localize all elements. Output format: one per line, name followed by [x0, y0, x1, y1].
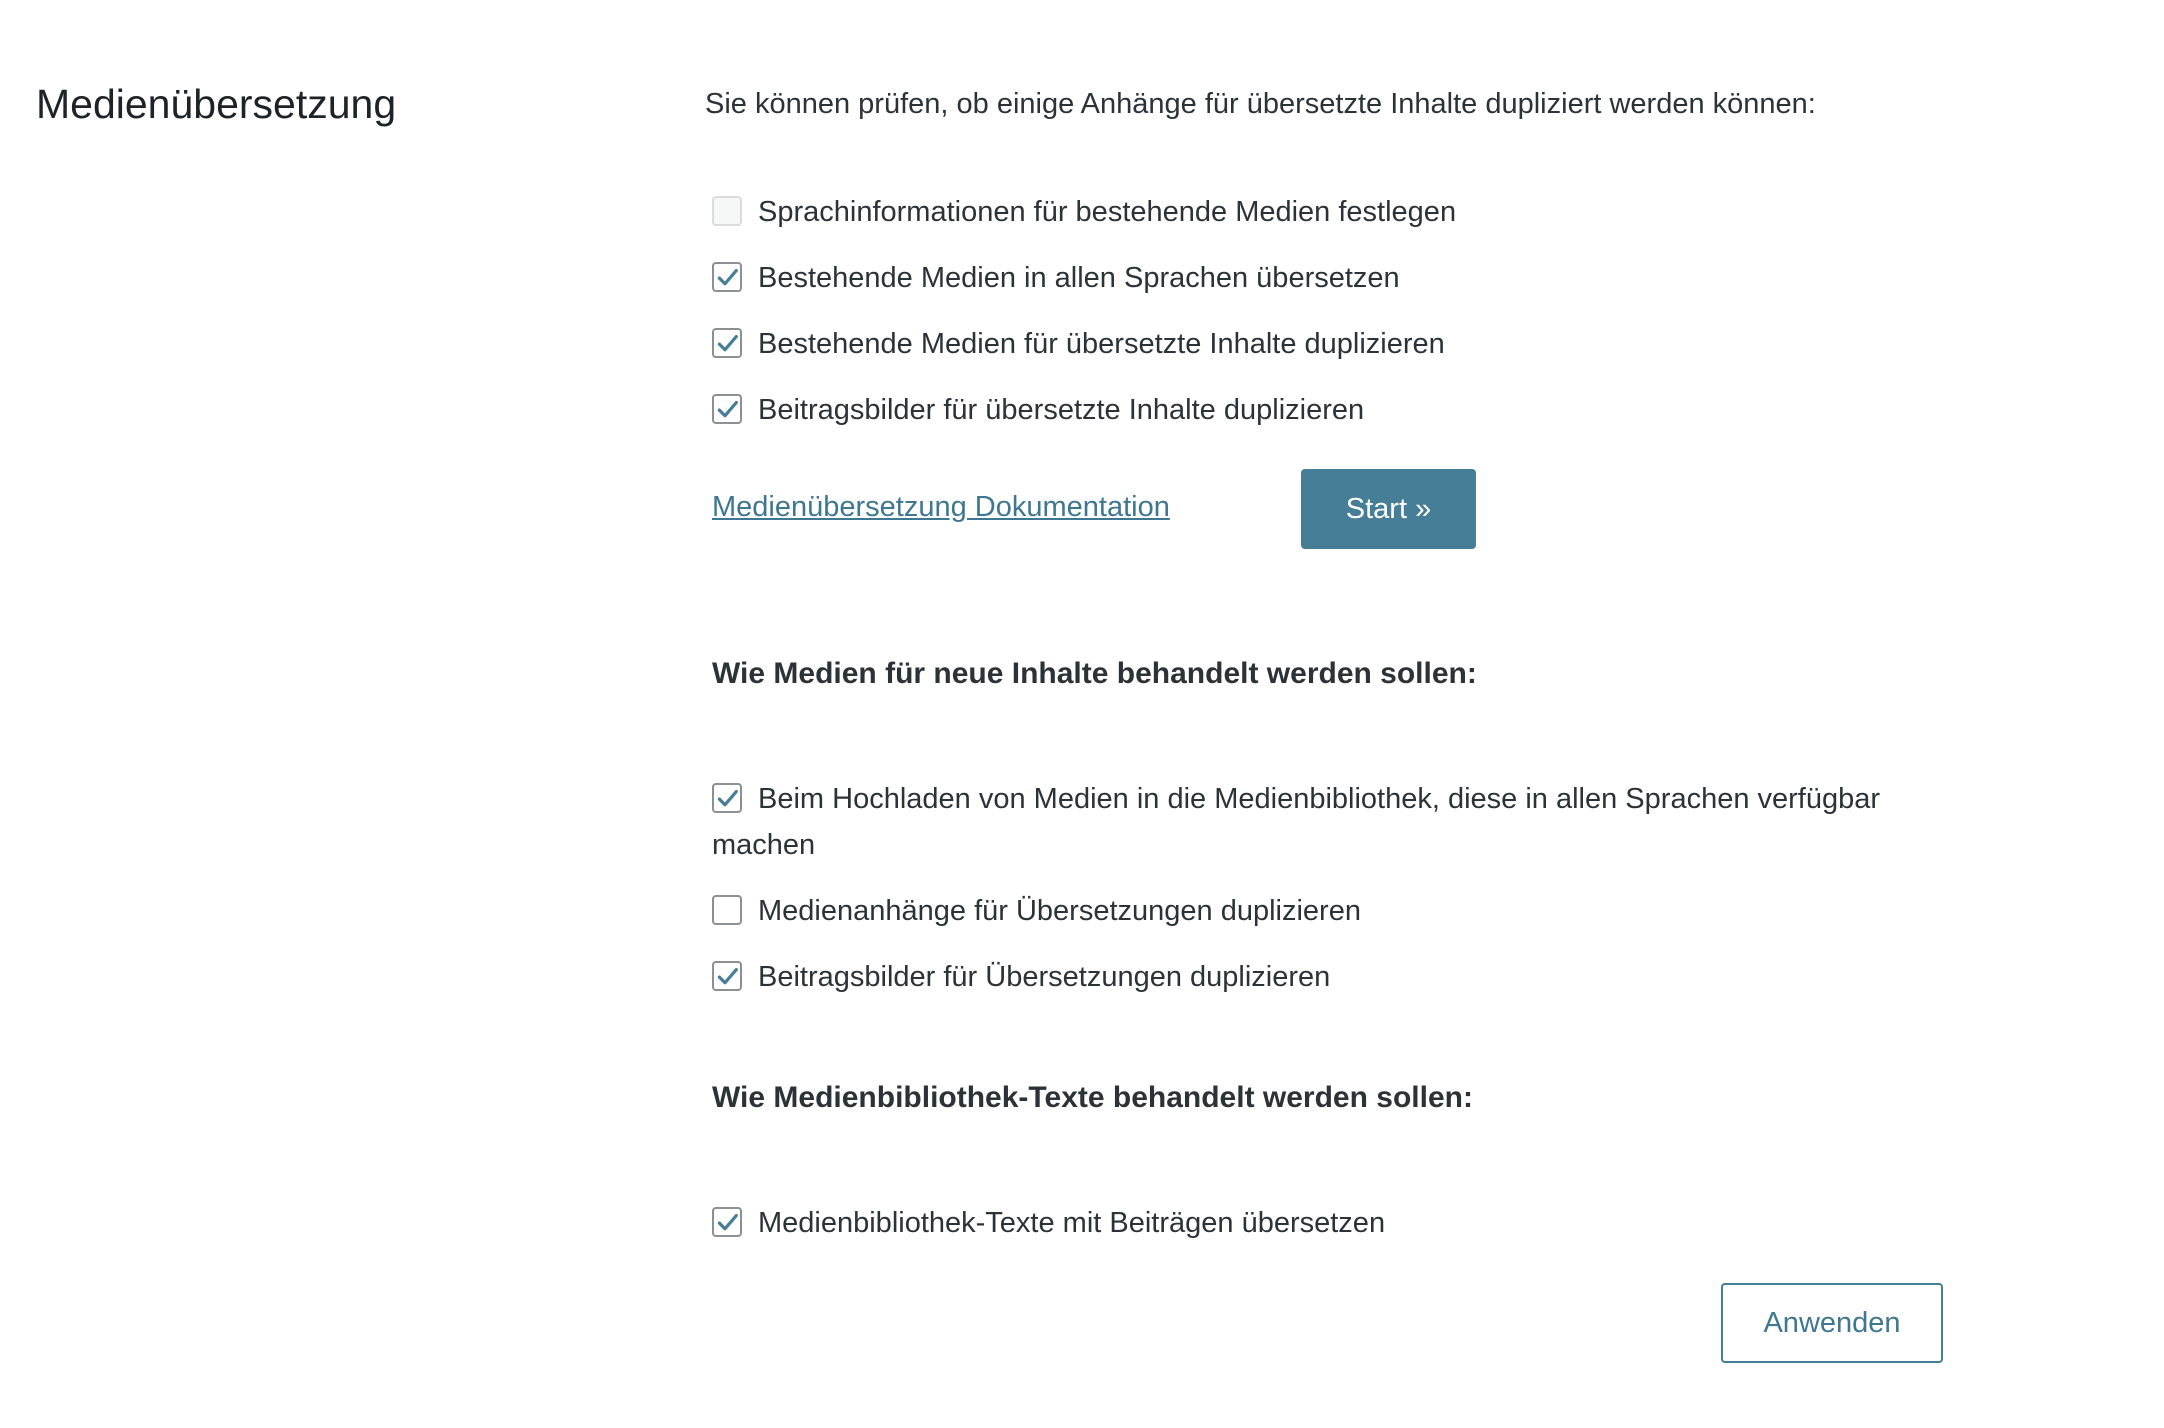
checkmark-icon [715, 786, 740, 811]
duplicate-featured-images-existing-checkbox[interactable] [712, 394, 742, 424]
option-label: Sprachinformationen für bestehende Medien festlegen [758, 196, 1457, 228]
intro-text: Sie können prüfen, ob einige Anhänge für übersetzte Inhalte dupliziert werden können: [705, 88, 1816, 120]
checkmark-icon [715, 397, 740, 422]
duplicate-media-attachments-checkbox[interactable] [712, 895, 742, 925]
apply-button[interactable]: Anwenden [1721, 1283, 1943, 1363]
option-translate-existing-media [712, 255, 1952, 301]
checkmark-icon [715, 265, 740, 290]
option-label: Medienbibliothek-Texte mit Beiträgen übersetzen [758, 1207, 1386, 1239]
duplicate-featured-images-new-checkbox[interactable] [712, 961, 742, 991]
library-texts-heading: Wie Medienbibliothek-Texte behandelt werden sollen: [712, 1081, 1473, 1114]
option-upload-all-languages [712, 776, 1952, 868]
option-label: Bestehende Medien in allen Sprachen übersetzen [758, 262, 1400, 294]
option-duplicate-featured-images-existing [712, 387, 1952, 433]
checkmark-icon [715, 964, 740, 989]
option-set-language-info [712, 189, 1952, 235]
documentation-link[interactable]: Medienübersetzung Dokumentation [712, 491, 1170, 523]
option-translate-library-texts [712, 1200, 1952, 1246]
option-label: Bestehende Medien für übersetzte Inhalte duplizieren [758, 328, 1445, 360]
new-content-heading: Wie Medien für neue Inhalte behandelt werden sollen: [712, 657, 1477, 690]
option-duplicate-existing-media [712, 321, 1952, 367]
option-label: Beim Hochladen von Medien in die Medienbibliothek, diese in allen Sprachen verfügbar machen [712, 783, 1881, 861]
checkmark-icon [715, 331, 740, 356]
translate-existing-media-checkbox[interactable] [712, 262, 742, 292]
option-label: Beitragsbilder für übersetzte Inhalte duplizieren [758, 394, 1365, 426]
start-button[interactable]: Start » [1301, 469, 1476, 549]
translate-library-texts-checkbox[interactable] [712, 1207, 742, 1237]
upload-all-languages-checkbox[interactable] [712, 783, 742, 813]
checkmark-icon [715, 1210, 740, 1235]
option-label: Beitragsbilder für Übersetzungen duplizieren [758, 961, 1331, 993]
duplicate-existing-media-checkbox[interactable] [712, 328, 742, 358]
option-label: Medienanhänge für Übersetzungen duplizieren [758, 895, 1361, 927]
option-duplicate-featured-images-new [712, 954, 1952, 1000]
set-language-info-checkbox[interactable] [712, 196, 742, 226]
section-title: Medienübersetzung [36, 81, 397, 127]
option-duplicate-media-attachments [712, 888, 1952, 934]
